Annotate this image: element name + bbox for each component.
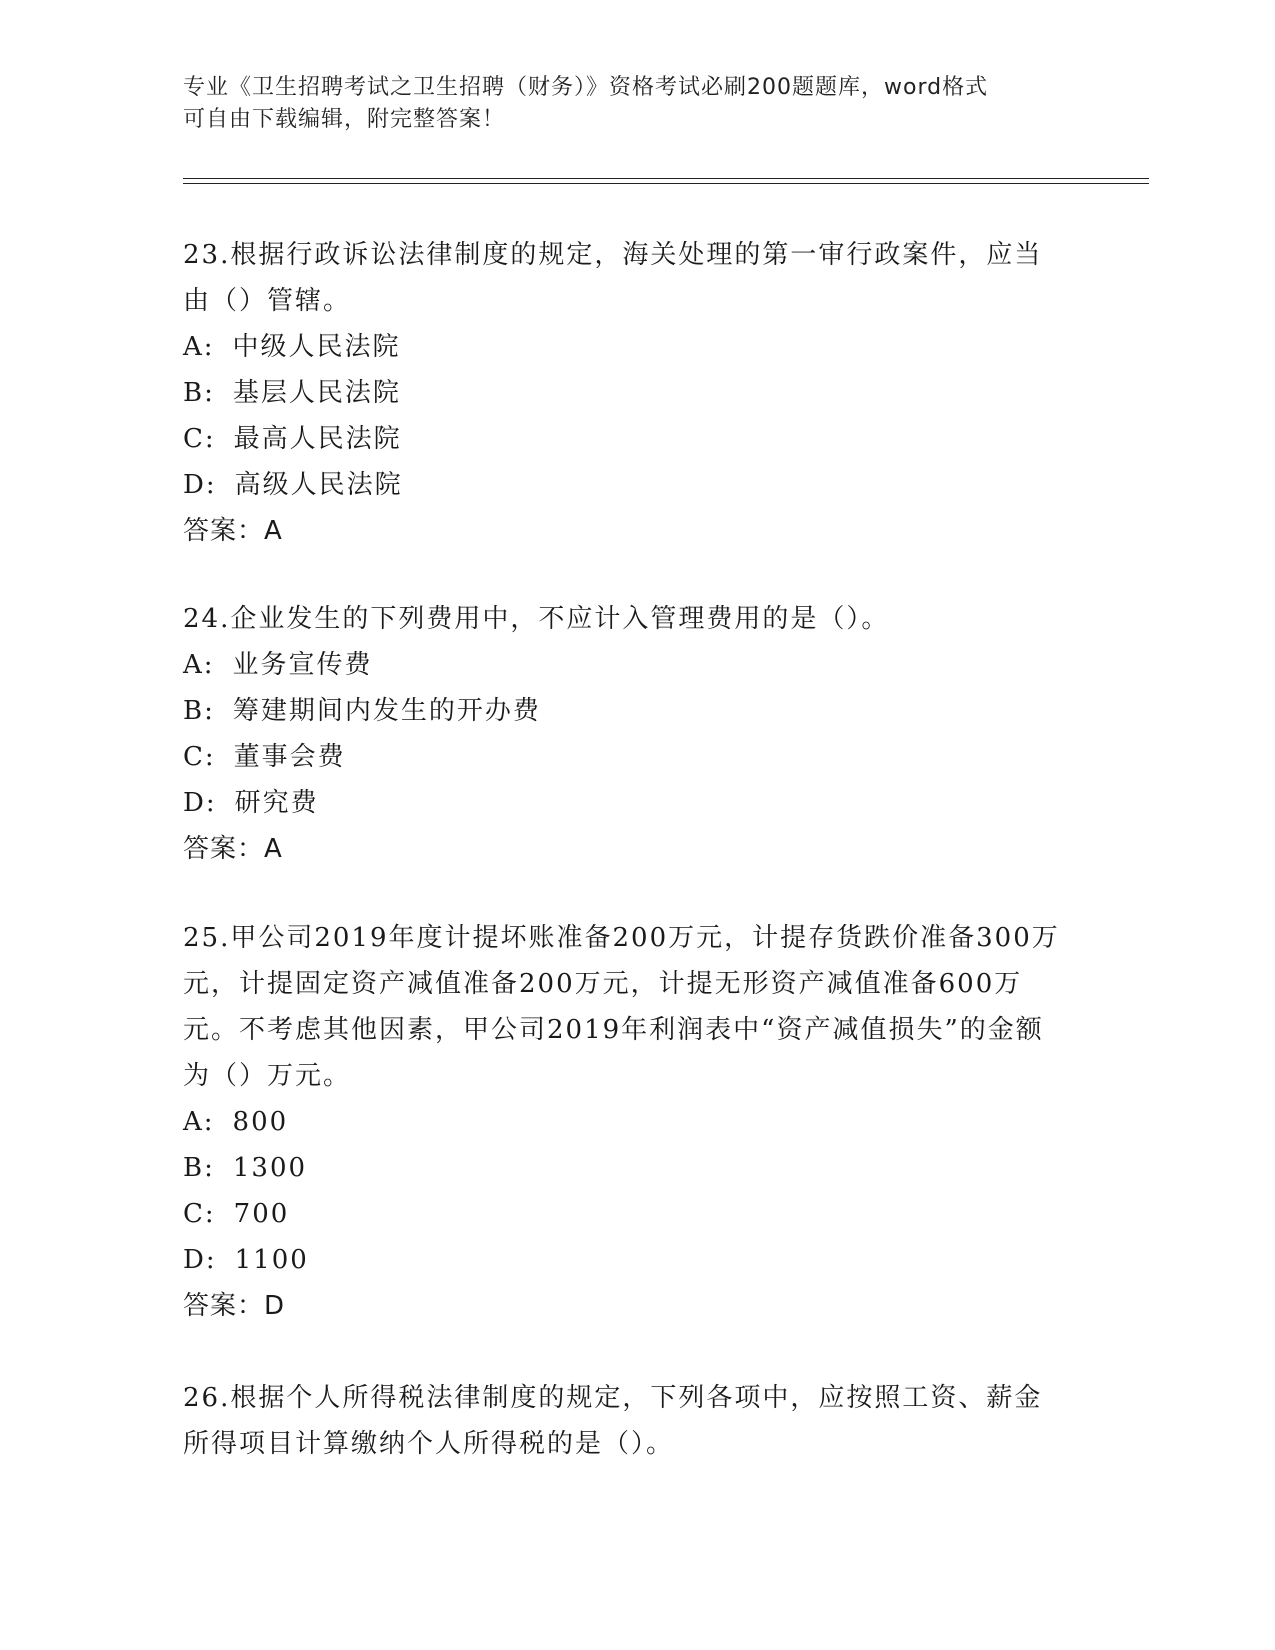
option-d [183,780,1063,826]
question-text: 23.根据行政诉讼法律制度的规定，海关处理的第一审行政案件，应当由（）管辖。 [183,240,1043,316]
question-text: 24.企业发生的下列费用中，不应计入管理费用的是（）。 [183,604,890,634]
option-key: C: [183,424,216,454]
option-a [183,642,1063,688]
option-d [183,1237,1063,1283]
question-text: 25.甲公司2019年度计提坏账准备200万元，计提存货跌价准备300万元，计提固定资产减值准备200万元，计提无形资产减值准备600万元。不考虑其他因素，甲公司2019年利润表中“资产减值损失”的金额为（）万元。 [183,923,1060,1091]
answer-line: 答案：A [183,516,283,546]
option-c [183,1191,1063,1237]
option-b [183,370,1063,416]
question-25 [183,915,1063,1329]
option-c [183,416,1063,462]
option-key: C: [183,742,216,772]
option-key: B: [183,696,215,726]
header-divider-top [183,178,1149,179]
option-key: C: [183,1199,216,1229]
header-divider-bottom [183,183,1149,184]
option-key: D: [183,1245,217,1275]
option-value: 董事会费 [233,742,346,772]
option-value: 700 [233,1199,290,1229]
option-key: A: [183,332,215,362]
option-key: D: [183,788,217,818]
option-value: 基层人民法院 [232,378,401,408]
option-key: A: [183,1107,215,1137]
option-value: 1300 [232,1153,308,1183]
document-header [183,72,1063,136]
option-b [183,1145,1063,1191]
option-value: 业务宣传费 [232,650,373,680]
option-a [183,1099,1063,1145]
option-value: 最高人民法院 [233,424,402,454]
option-value: 筹建期间内发生的开办费 [232,696,541,726]
option-value: 1100 [234,1245,309,1275]
option-value: 高级人民法院 [234,470,403,500]
option-b [183,688,1063,734]
answer-line: 答案：D [183,1291,286,1321]
question-26 [183,1375,1063,1467]
option-key: B: [183,1153,215,1183]
answer-line: 答案：A [183,834,283,864]
question-23 [183,232,1063,554]
option-key: A: [183,650,215,680]
option-value: 研究费 [234,788,319,818]
header-line-2: 可自由下载编辑，附完整答案！ [183,107,506,132]
option-d [183,462,1063,508]
option-value: 中级人民法院 [232,332,401,362]
option-key: B: [183,378,215,408]
option-key: D: [183,470,217,500]
header-line-1: 专业《卫生招聘考试之卫生招聘（财务）》资格考试必刷200题题库，word格式 [183,75,989,100]
question-text: 26.根据个人所得税法律制度的规定，下列各项中，应按照工资、薪金所得项目计算缴纳个人所得税的是（）。 [183,1383,1043,1459]
option-a [183,324,1063,370]
option-c [183,734,1063,780]
option-value: 800 [232,1107,289,1137]
question-24 [183,596,1063,872]
